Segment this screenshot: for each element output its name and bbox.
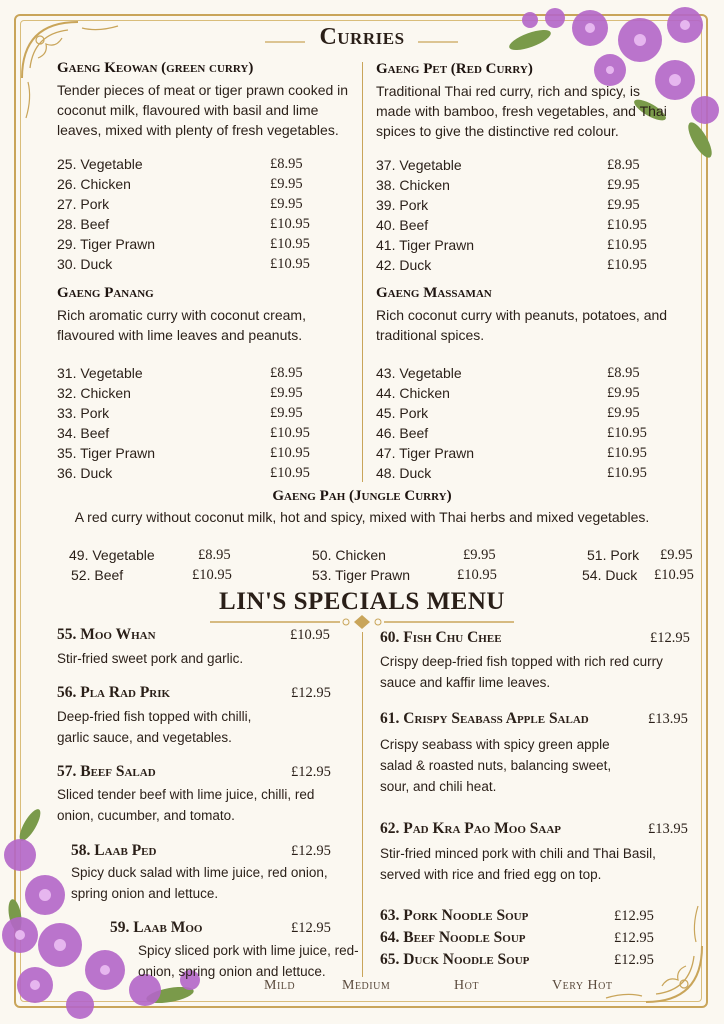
- massaman-desc: Rich coconut curry with peanuts, potatoes, and traditional spices.: [376, 307, 668, 343]
- curry-item-price: £10.95: [607, 257, 647, 273]
- special-item-price: £12.95: [291, 843, 331, 859]
- special-item-price: £10.95: [290, 627, 330, 643]
- special-item-price: £12.95: [650, 630, 690, 646]
- keowan-header: Gaeng Keowan (green curry): [57, 60, 254, 76]
- curry-item-name: 46. Beef: [376, 425, 429, 441]
- curry-item-name: 47. Tiger Prawn: [376, 445, 475, 461]
- curry-item-name: 45. Pork: [376, 405, 429, 421]
- specials-column-divider: [362, 632, 363, 977]
- special-item-desc: Stir-fried minced pork with chili and Thai Basil, served with rice and fried egg on top.: [380, 846, 656, 882]
- curry-item-name: 52. Beef: [71, 567, 124, 583]
- curry-item-price: £10.95: [270, 236, 310, 252]
- curry-item-name: 32. Chicken: [57, 385, 131, 401]
- curry-item-price: £9.95: [463, 547, 496, 563]
- curry-item-price: £9.95: [607, 405, 640, 421]
- special-item-title: 57. Beef Salad: [57, 763, 156, 780]
- curry-item-name: 41. Tiger Prawn: [376, 237, 475, 253]
- curry-item-name: 37. Vegetable: [376, 157, 462, 173]
- curry-item-name: 38. Chicken: [376, 177, 450, 193]
- orchid-flowers-bottom-left-icon: [0, 795, 210, 1024]
- curry-item-name: 27. Pork: [57, 196, 110, 212]
- special-item-title: 59. Laab Moo: [110, 919, 203, 936]
- curry-item-price: £9.95: [607, 177, 640, 193]
- special-item-price: £12.95: [614, 952, 654, 968]
- curry-item-price: £8.95: [270, 365, 303, 381]
- curry-item-price: £10.95: [270, 256, 310, 272]
- curry-item-name: 36. Duck: [57, 465, 113, 481]
- keowan-desc: Tender pieces of meat or tiger prawn cooked in coconut milk, flavoured with basil and lime leaves, mixed with plenty of fresh vegetables.: [57, 82, 349, 138]
- curry-item-name: 31. Vegetable: [57, 365, 143, 381]
- curry-item-price: £10.95: [192, 567, 232, 583]
- legend-medium: Medium: [342, 978, 391, 993]
- curry-item-price: £10.95: [607, 445, 647, 461]
- legend-mild: Mild: [264, 978, 296, 993]
- specials-title-divider-icon: [200, 614, 524, 630]
- special-item-price: £12.95: [291, 920, 331, 936]
- pet-header: Gaeng Pet (Red Curry): [376, 61, 533, 77]
- curry-item-name: 42. Duck: [376, 257, 432, 273]
- curry-item-price: £8.95: [198, 547, 231, 563]
- curry-item-price: £10.95: [270, 445, 310, 461]
- special-item-desc: Spicy sliced pork with lime juice, red-onion, spring onion and lettuce.: [138, 943, 359, 979]
- curry-item-name: 43. Vegetable: [376, 365, 462, 381]
- special-item-desc: Crispy deep-fried fish topped with rich red curry sauce and kaffir lime leaves.: [380, 654, 663, 690]
- curry-item-name: 26. Chicken: [57, 176, 131, 192]
- curry-item-price: £10.95: [607, 425, 647, 441]
- curry-item-name: 25. Vegetable: [57, 156, 143, 172]
- curry-item-name: 35. Tiger Prawn: [57, 445, 156, 461]
- curry-item-name: 44. Chicken: [376, 385, 450, 401]
- curry-item-name: 39. Pork: [376, 197, 429, 213]
- special-item-title: 60. Fish Chu Chee: [380, 629, 502, 646]
- curry-item-price: £9.95: [270, 176, 303, 192]
- pet-desc: Traditional Thai red curry, rich and spicy, is made with bamboo, fresh vegetables, and Thai spices to give the distinctive red colour.: [376, 83, 667, 139]
- curry-item-price: £10.95: [607, 465, 647, 481]
- curry-item-name: 50. Chicken: [312, 547, 386, 563]
- curry-item-price: £9.95: [607, 385, 640, 401]
- special-item-title: 55. Moo Whan: [57, 626, 156, 643]
- panang-desc: Rich aromatic curry with coconut cream, flavoured with lime leaves and peanuts.: [57, 307, 306, 343]
- special-item-price: £13.95: [648, 711, 688, 727]
- curry-item-name: 29. Tiger Prawn: [57, 236, 156, 252]
- curry-item-price: £10.95: [607, 217, 647, 233]
- curry-item-price: £10.95: [270, 465, 310, 481]
- curry-item-name: 30. Duck: [57, 256, 113, 272]
- special-item-title: 56. Pla Rad Prik: [57, 684, 171, 701]
- special-item-title: 58. Laab Ped: [71, 842, 157, 859]
- curry-item-price: £9.95: [270, 196, 303, 212]
- panang-header: Gaeng Panang: [57, 285, 154, 301]
- curries-title: Curries: [319, 24, 405, 50]
- curry-item-price: £8.95: [270, 156, 303, 172]
- special-item-desc: Crispy seabass with spicy green apple salad & roasted nuts, balancing sweet, sour, and chili heat.: [380, 737, 612, 794]
- curry-item-name: 28. Beef: [57, 216, 110, 232]
- title-flourish-left-icon: [265, 38, 305, 46]
- special-item-title: 64. Beef Noodle Soup: [380, 929, 526, 946]
- legend-hot: Hot: [454, 978, 479, 993]
- curry-item-name: 54. Duck: [582, 567, 638, 583]
- special-item-title: 62. Pad Kra Pao Moo Saap: [380, 820, 561, 837]
- curry-item-name: 34. Beef: [57, 425, 110, 441]
- special-item-desc: Deep-fried fish topped with chilli, garlic sauce, and vegetables.: [57, 709, 252, 745]
- title-flourish-right-icon: [418, 38, 458, 46]
- curry-item-price: £9.95: [270, 405, 303, 421]
- specials-title: LIN'S SPECIALS MENU: [219, 588, 505, 615]
- curry-item-price: £8.95: [607, 365, 640, 381]
- pah-header: Gaeng Pah (Jungle Curry): [272, 488, 452, 504]
- special-item-desc: Spicy duck salad with lime juice, red onion, spring onion and lettuce.: [71, 865, 328, 901]
- special-item-price: £12.95: [291, 764, 331, 780]
- special-item-price: £13.95: [648, 821, 688, 837]
- curries-column-divider: [362, 62, 363, 482]
- legend-very-hot: Very Hot: [552, 978, 613, 993]
- pah-desc: A red curry without coconut milk, hot and spicy, mixed with Thai herbs and mixed vegetables.: [74, 509, 650, 525]
- curry-item-price: £9.95: [607, 197, 640, 213]
- curry-item-price: £9.95: [270, 385, 303, 401]
- curry-item-name: 53. Tiger Prawn: [312, 567, 411, 583]
- curry-item-name: 33. Pork: [57, 405, 110, 421]
- curry-item-price: £10.95: [270, 425, 310, 441]
- curry-item-name: 40. Beef: [376, 217, 429, 233]
- special-item-desc: Sliced tender beef with lime juice, chilli, red onion, cucumber, and tomato.: [57, 787, 315, 823]
- special-item-desc: Stir-fried sweet pork and garlic.: [57, 651, 244, 666]
- special-item-price: £12.95: [614, 930, 654, 946]
- massaman-header: Gaeng Massaman: [376, 285, 492, 301]
- special-item-title: 65. Duck Noodle Soup: [380, 951, 530, 968]
- curry-item-price: £10.95: [457, 567, 497, 583]
- curry-item-price: £10.95: [607, 237, 647, 253]
- special-item-title: 61. Crispy Seabass Apple Salad: [380, 710, 589, 727]
- curry-item-name: 49. Vegetable: [69, 547, 155, 563]
- special-item-price: £12.95: [291, 685, 331, 701]
- curry-item-price: £8.95: [607, 157, 640, 173]
- curry-item-name: 51. Pork: [587, 547, 640, 563]
- curry-item-name: 48. Duck: [376, 465, 432, 481]
- curry-item-price: £9.95: [660, 547, 693, 563]
- curry-item-price: £10.95: [654, 567, 694, 583]
- curry-item-price: £10.95: [270, 216, 310, 232]
- special-item-title: 63. Pork Noodle Soup: [380, 907, 529, 924]
- special-item-price: £12.95: [614, 908, 654, 924]
